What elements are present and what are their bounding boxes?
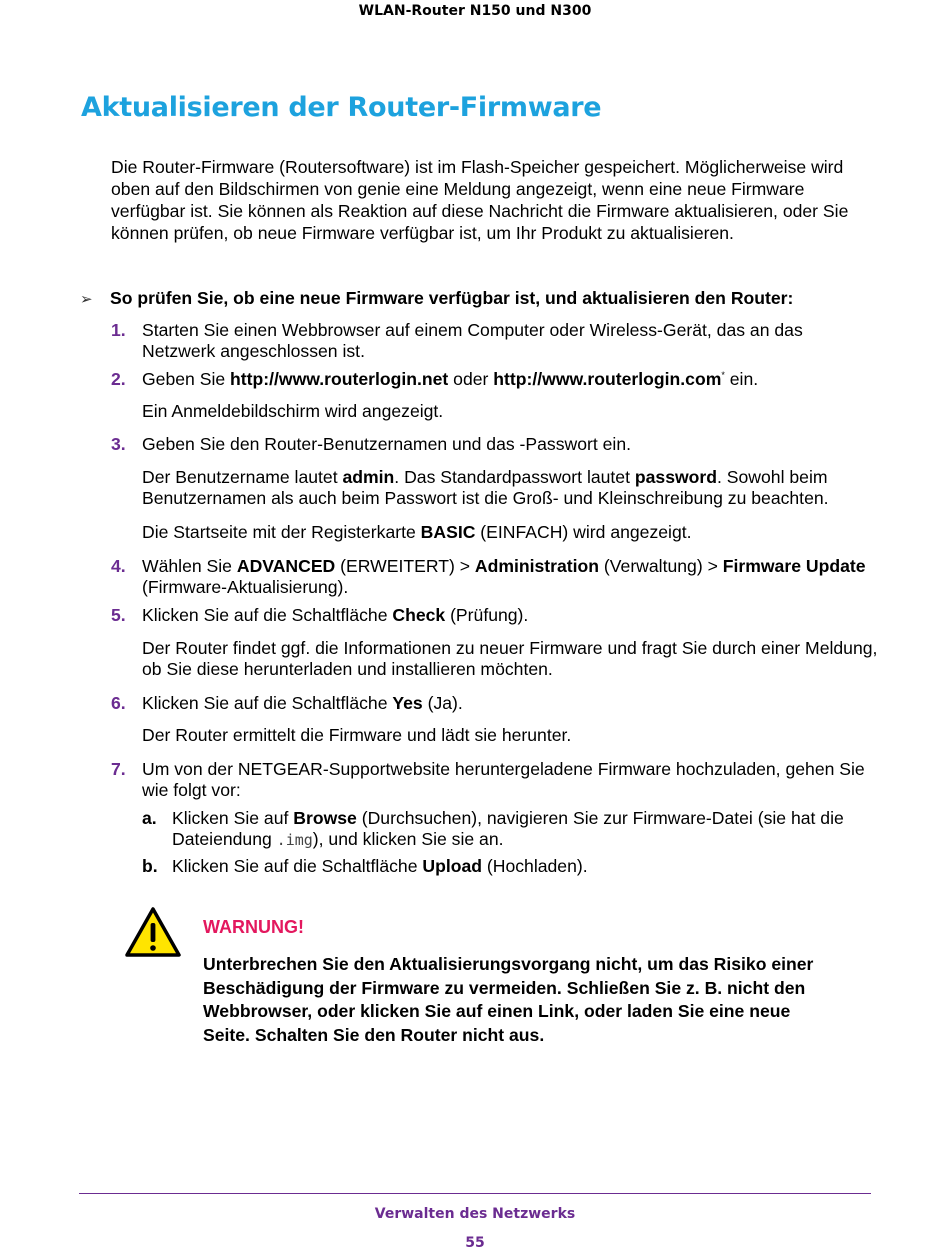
substep-a bbox=[142, 808, 862, 851]
warning-text: Unterbrechen Sie den Aktualisierungsvorgang nicht, um das Risiko einer Beschädigung der Firmware zu vermeiden. Schließen Sie z. B. nicht den Webbrowser, oder klicken Sie auf einen Link, oder laden Sie eine neue Seite. Schalten Sie den Router nicht aus. bbox=[203, 954, 814, 1045]
step-text-part: Geben Sie bbox=[142, 369, 231, 389]
step-text bbox=[142, 556, 871, 598]
browse-button-label: Browse bbox=[293, 808, 357, 828]
url-routerlogin-com: http://www.routerlogin.com bbox=[493, 369, 722, 389]
step-2 bbox=[111, 369, 871, 390]
step-text-part: (Ja). bbox=[422, 693, 463, 713]
step-text-part: Klicken Sie auf die Schaltfläche bbox=[142, 605, 393, 625]
basic-tab-label: BASIC bbox=[420, 522, 476, 542]
menu-advanced: ADVANCED bbox=[236, 556, 336, 576]
para-part: Der Benutzername lautet bbox=[142, 467, 343, 487]
intro-paragraph: Die Router-Firmware (Routersoftware) ist im Flash-Speicher gespeichert. Möglicherweise wird oben auf den Bildschirmen von genie eine Meldung angezeigt, wenn eine neue Firmware verfügbar ist. Sie können als Reaktion auf diese Nachricht die Firmware aktualisieren, oder Sie können prüfen, ob neue Firmware verfügbar ist, um Ihr Produkt zu aktualisieren. bbox=[111, 157, 849, 243]
step-number: 2. bbox=[111, 369, 126, 389]
task-heading bbox=[80, 287, 880, 311]
step-text: Geben Sie den Router-Benutzernamen und das -Passwort ein. bbox=[142, 434, 631, 454]
step-2-result: Ein Anmeldebildschirm wird angezeigt. bbox=[142, 401, 444, 421]
page-number: 55 bbox=[465, 1235, 485, 1251]
step-text-part: oder bbox=[448, 369, 494, 389]
task-heading-text: So prüfen Sie, ob eine neue Firmware verfügbar ist, und aktualisieren den Router: bbox=[110, 288, 794, 308]
step-text-part: (Prüfung). bbox=[445, 605, 529, 625]
para-part: (EINFACH) wird angezeigt. bbox=[475, 522, 692, 542]
para-part: . Sowohl beim Benutzernamen als auch beim Passwort ist die Groß- und Kleinschreibung zu beachten. bbox=[142, 467, 829, 508]
substep-text bbox=[172, 808, 862, 851]
substep-letter: a. bbox=[142, 808, 157, 828]
yes-button-label: Yes bbox=[392, 693, 423, 713]
step-text-part: (Verwaltung) > bbox=[599, 556, 723, 576]
step-text-part: ein. bbox=[724, 369, 759, 389]
step-text-part: Wählen Sie bbox=[142, 556, 237, 576]
step-number: 6. bbox=[111, 693, 126, 713]
para-part: Die Startseite mit der Registerkarte bbox=[142, 522, 421, 542]
step-number: 7. bbox=[111, 759, 126, 779]
warning-triangle-icon bbox=[124, 906, 182, 958]
step-5-result: Der Router findet ggf. die Informationen zu neuer Firmware und fragt Sie durch einer Meldung, ob Sie diese herunterladen und installieren möchten. bbox=[142, 638, 878, 679]
menu-administration: Administration bbox=[474, 556, 600, 576]
para-part: . Das Standardpasswort lautet bbox=[394, 467, 635, 487]
step-text bbox=[142, 369, 871, 390]
substep-b bbox=[142, 856, 862, 877]
step-3 bbox=[111, 434, 871, 455]
url-routerlogin-net: http://www.routerlogin.net bbox=[230, 369, 449, 389]
step-5 bbox=[111, 605, 871, 626]
upload-button-label: Upload bbox=[422, 856, 482, 876]
substep-text bbox=[172, 856, 862, 877]
step-number: 3. bbox=[111, 434, 126, 454]
substep-text-part: (Hochladen). bbox=[482, 856, 588, 876]
substep-letter: b. bbox=[142, 856, 158, 876]
step-text bbox=[142, 605, 871, 626]
step-3-credentials bbox=[142, 467, 882, 509]
username-value: admin bbox=[342, 467, 395, 487]
password-value: password bbox=[634, 467, 718, 487]
step-text: Um von der NETGEAR-Supportwebsite heruntergeladene Firmware hochzuladen, gehen Sie wie folgt vor: bbox=[142, 759, 865, 800]
substep-text-part: (Durchsuchen), navigieren Sie zur Firmware-Datei (sie hat die Dateiendung bbox=[172, 808, 844, 849]
substep-text-part: Klicken Sie auf bbox=[172, 808, 294, 828]
file-extension-code: .img bbox=[276, 831, 313, 849]
step-text-part: Klicken Sie auf die Schaltfläche bbox=[142, 693, 393, 713]
substep-text-part: Klicken Sie auf die Schaltfläche bbox=[172, 856, 423, 876]
step-6 bbox=[111, 693, 871, 714]
step-7 bbox=[111, 759, 871, 801]
step-text-part: (ERWEITERT) > bbox=[335, 556, 475, 576]
step-text-part: (Firmware-Aktualisierung). bbox=[142, 577, 349, 597]
section-title: Aktualisieren der Router-Firmware bbox=[81, 92, 602, 123]
step-number: 1. bbox=[111, 320, 126, 340]
step-text: Starten Sie einen Webbrowser auf einem Computer oder Wireless-Gerät, das an das Netzwerk angeschlossen ist. bbox=[142, 320, 803, 361]
footer-divider bbox=[79, 1193, 871, 1194]
footer-chapter-title: Verwalten des Netzwerks bbox=[374, 1206, 576, 1222]
warning-title: WARNUNG! bbox=[203, 917, 304, 937]
step-text bbox=[142, 693, 871, 714]
substep-text-part: ), und klicken Sie sie an. bbox=[312, 829, 504, 849]
step-4 bbox=[111, 556, 871, 598]
step-3-result bbox=[142, 522, 882, 543]
running-header: WLAN-Router N150 und N300 bbox=[358, 3, 592, 19]
footnote-mark: * bbox=[721, 370, 725, 381]
step-number: 4. bbox=[111, 556, 126, 576]
step-1 bbox=[111, 320, 871, 362]
menu-firmware-update: Firmware Update bbox=[722, 556, 866, 576]
step-number: 5. bbox=[111, 605, 126, 625]
check-button-label: Check bbox=[392, 605, 446, 625]
step-6-result: Der Router ermittelt die Firmware und lädt sie herunter. bbox=[142, 725, 572, 745]
arrow-bullet-icon: ➢ bbox=[80, 291, 93, 308]
